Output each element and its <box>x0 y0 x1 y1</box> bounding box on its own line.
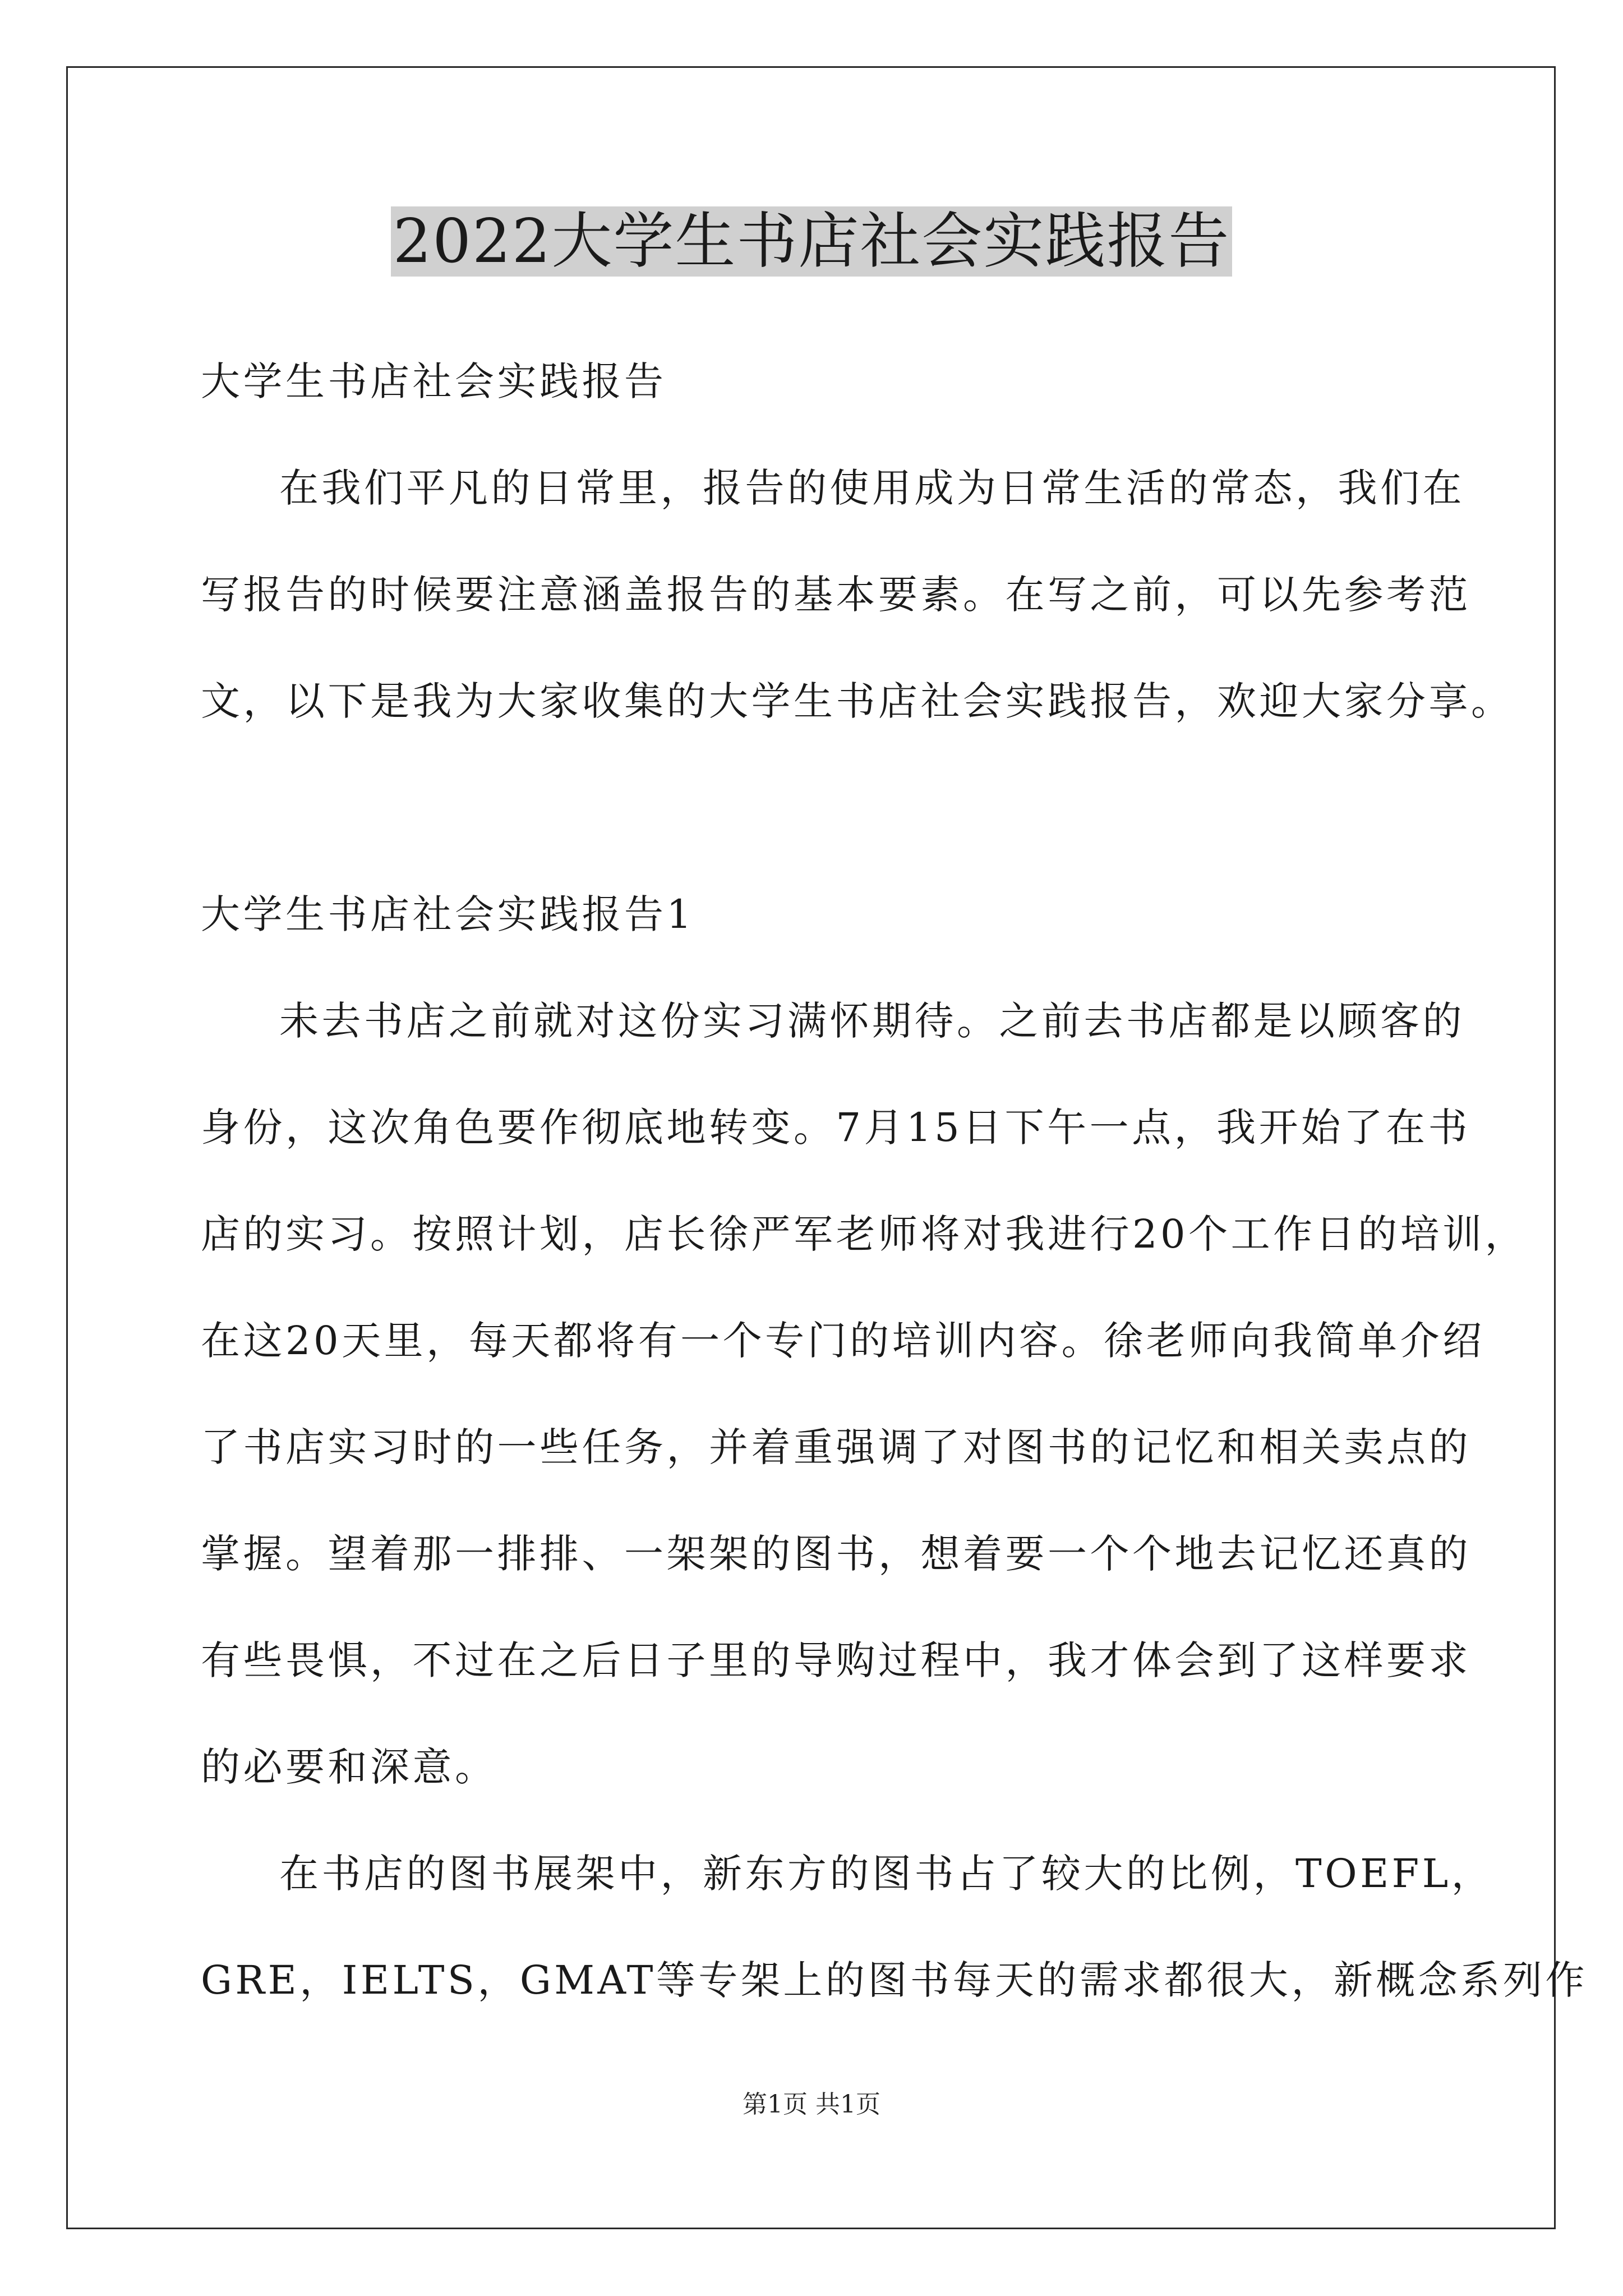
paragraph1-line-1: 未去书店之前就对这份实习满怀期待。之前去书店都是以顾客的 <box>279 998 1465 1044</box>
document-title <box>0 200 1623 284</box>
paragraph1-line-2: 身份，这次角色要作彻底地转变。7月15日下午一点，我开始了在书 <box>201 1105 1471 1151</box>
page-number-footer: 第1页 共1页 <box>743 2090 880 2119</box>
paragraph1-line-5: 了书店实习时的一些任务，并着重强调了对图书的记忆和相关卖点的 <box>201 1424 1471 1470</box>
paragraph1-line-7: 有些畏惧，不过在之后日子里的导购过程中，我才体会到了这样要求 <box>201 1637 1471 1683</box>
intro-line-1: 在我们平凡的日常里，报告的使用成为日常生活的常态，我们在 <box>279 465 1465 511</box>
paragraph1-line-6: 掌握。望着那一排排、一架架的图书，想着要一个个地去记忆还真的 <box>201 1531 1471 1577</box>
paragraph1-line-4: 在这20天里，每天都将有一个专门的培训内容。徐老师向我简单介绍 <box>201 1318 1485 1364</box>
paragraph1-line-3: 店的实习。按照计划，店长徐严军老师将对我进行20个工作日的培训， <box>201 1211 1528 1257</box>
paragraph2-line-1: 在书店的图书展架中，新东方的图书占了较大的比例，TOEFL， <box>279 1851 1494 1897</box>
document-title-text: 2022大学生书店社会实践报告 <box>391 206 1233 277</box>
intro-line-3: 文，以下是我为大家收集的大学生书店社会实践报告，欢迎大家分享。 <box>201 678 1514 724</box>
paragraph2-line-2: GRE，IELTS，GMAT等专架上的图书每天的需求都很大，新概念系列作 <box>201 1957 1588 2003</box>
section-heading: 大学生书店社会实践报告1 <box>201 891 695 937</box>
intro-line-2: 写报告的时候要注意涵盖报告的基本要素。在写之前，可以先参考范 <box>201 572 1471 618</box>
paragraph1-line-8: 的必要和深意。 <box>201 1744 497 1790</box>
document-subtitle: 大学生书店社会实践报告 <box>201 358 667 404</box>
